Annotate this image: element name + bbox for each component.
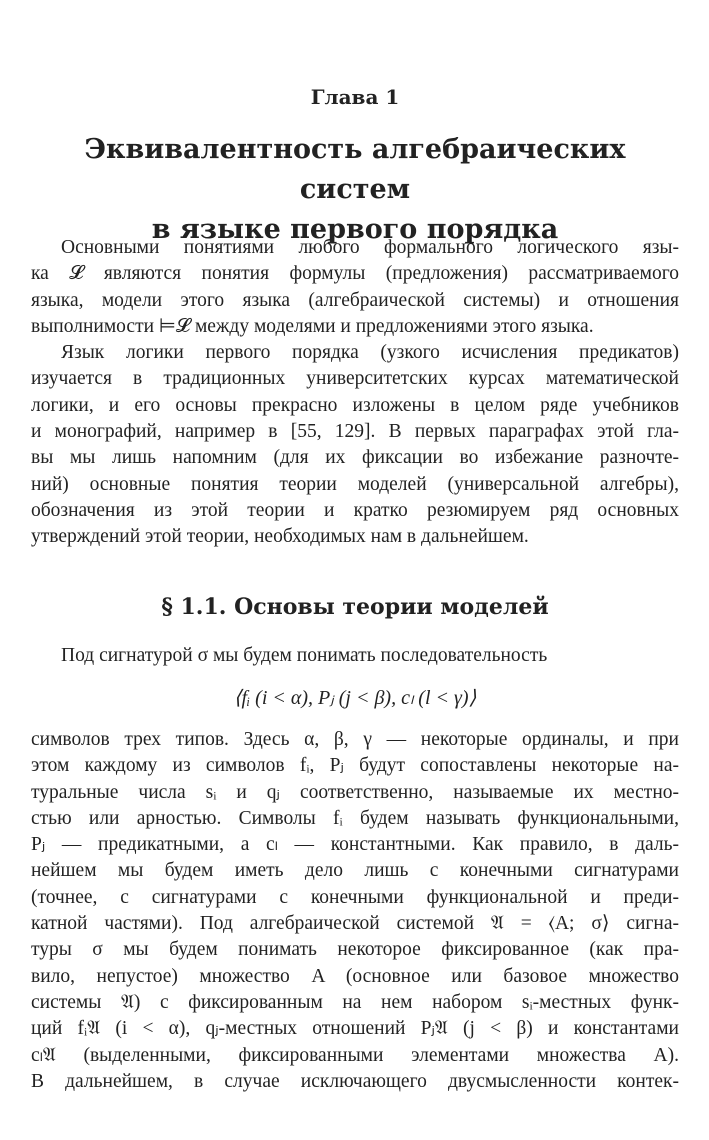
text-line: выполнимости ⊨𝓛 между моделями и предложениями этого языка. [31, 315, 594, 337]
chapter-title [31, 130, 679, 250]
text-line: Язык логики первого порядка (узкого исчисления предикатов) [61, 342, 679, 364]
text-line: Под сигнатурой σ мы будем понимать последовательность [61, 645, 548, 666]
text-line: катной частями). Под алгебраической системой 𝔄 = ⟨A; σ⟩ сигна- [31, 913, 679, 935]
text-line: В дальнейшем, в случае исключающего двусмысленности контек- [31, 1070, 679, 1092]
text-line: cₗ𝔄 (выделенными, фиксированными элементами множества A). [31, 1044, 679, 1066]
text-line: логики, и его основы прекрасно изложены в целом ряде учебников [31, 394, 679, 416]
text-line: ний) основные понятия теории моделей (универсальной алгебры), [31, 473, 679, 495]
text-line: и монографий, например в [55, 129]. В первых параграфах этой гла- [31, 421, 679, 443]
text-line: (точнее, с сигнатурами с конечными функциональной и преди- [31, 886, 679, 908]
text-line: туральные числа sᵢ и qⱼ соответственно, называемые их местно- [31, 781, 679, 803]
text-line: этом каждому из символов fᵢ, Pⱼ будут сопоставлены некоторые на- [31, 755, 679, 777]
intro-paragraph [31, 235, 679, 551]
text-line: обозначения из этой теории и кратко резюмируем ряд основных [31, 499, 679, 521]
text-line: вило, непустое) множество A (основное или базовое множество [31, 965, 679, 987]
text-line: стью или арностью. Символы fᵢ будем называть функциональными, [31, 807, 679, 829]
text-line: ка 𝓛 являются понятия формулы (предложения) рассматриваемого [31, 263, 679, 285]
chapter-title-line: Эквивалентность алгебраических систем [84, 134, 626, 205]
text-line: вы мы лишь напомним (для их фиксации во избежание разночте- [31, 447, 679, 469]
chapter-label: Глава 1 [310, 85, 400, 109]
chapter-title-line: в языке первого порядка [151, 214, 559, 245]
text-line: утверждений этой теории, необходимых нам в дальнейшем. [31, 526, 529, 548]
section-title: § 1.1. Основы теории моделей [161, 594, 549, 620]
signature-paragraph [31, 643, 679, 669]
text-line: символов трех типов. Здесь α, β, γ — некоторые ординалы, и при [31, 729, 679, 750]
text-line: языка, модели этого языка (алгебраической системы) и отношения [31, 289, 679, 311]
text-line: Pⱼ — предикатными, а cₗ — константными. Как правило, в даль- [31, 834, 679, 856]
signature-formula: ⟨fᵢ (i < α), Pⱼ (j < β), cₗ (l < γ)⟩ [233, 687, 477, 709]
body-paragraph [31, 727, 679, 1095]
text-line: системы 𝔄) с фиксированным на нем набором sᵢ-местных функ- [31, 991, 679, 1013]
text-line: туры σ мы будем понимать некоторое фиксированное (как пра- [31, 939, 679, 961]
text-line: нейшем мы будем иметь дело лишь с конечными сигнатурами [31, 860, 679, 882]
text-line: Основными понятиями любого формального логического язы- [61, 237, 679, 258]
text-line: изучается в традиционных университетских курсах математической [31, 368, 679, 390]
text-line: ций fᵢ𝔄 (i < α), qⱼ-местных отношений Pⱼ𝔄 (j < β) и константами [31, 1018, 679, 1040]
